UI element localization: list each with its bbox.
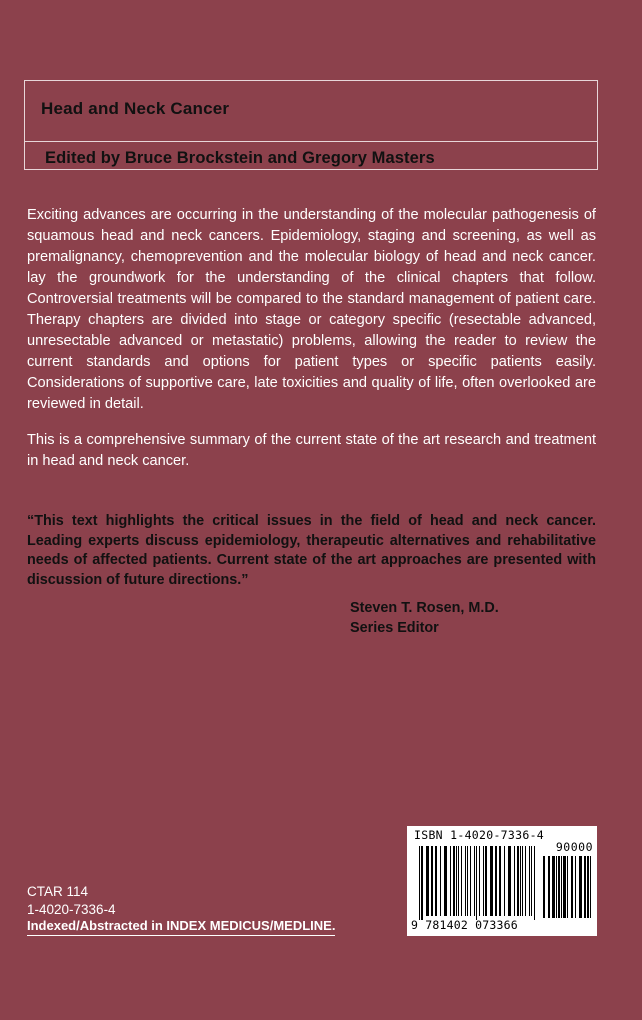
barcode-bar — [563, 856, 566, 918]
barcode-bar — [575, 856, 576, 918]
barcode-bar — [465, 846, 466, 916]
endorsement-quote: “This text highlights the critical issues in the field of head and neck cancer. Leading experts discuss epidemiology, therapeutic alternatives and rehabilitative needs of affected patients. Current state of the art approaches are presented with discussion of future directions.” — [27, 513, 596, 588]
indexed-notice: Indexed/Abstracted in INDEX MEDICUS/MEDLINE. — [27, 918, 335, 936]
barcode-bar — [561, 856, 562, 918]
barcode-bar — [504, 846, 505, 916]
barcode-bar — [529, 846, 530, 916]
barcode-isbn-label: ISBN 1-4020-7336-4 — [414, 828, 545, 842]
barcode-bar — [476, 846, 477, 920]
barcode-bar — [508, 846, 511, 916]
barcode-bar — [450, 846, 451, 916]
barcode-bar — [453, 846, 455, 916]
isbn-barcode — [407, 826, 597, 936]
barcode-bar — [552, 856, 555, 918]
barcode-bar — [522, 846, 523, 916]
barcode-bar — [435, 846, 437, 916]
description-paragraph-2: This is a comprehensive summary of the current state of the art research and treatment in head and neck cancer. — [27, 432, 596, 469]
barcode-bar — [467, 846, 468, 916]
barcode-bar — [514, 846, 515, 916]
barcode-bar — [584, 856, 586, 918]
description — [27, 205, 596, 487]
barcode-bar — [571, 856, 573, 918]
barcode-bar — [458, 846, 459, 916]
endorsement-role: Series Editor — [350, 620, 439, 636]
barcode-bar — [483, 846, 484, 916]
book-title: Head and Neck Cancer — [41, 99, 230, 118]
barcode-bar — [567, 856, 568, 918]
barcode-bar — [474, 846, 475, 916]
barcode-price-code: 90000 — [555, 840, 593, 854]
barcode-bar — [490, 846, 493, 916]
barcode-bar — [421, 846, 423, 920]
barcode-bar — [485, 846, 487, 916]
barcode-bar — [461, 846, 462, 916]
barcode-bar — [587, 856, 589, 918]
title-divider — [25, 141, 597, 142]
barcode-bar — [543, 856, 545, 918]
barcode-bar — [548, 856, 550, 918]
endorsement-attribution — [350, 598, 499, 638]
editors-line: Edited by Bruce Brockstein and Gregory Masters — [45, 149, 435, 167]
barcode-bar — [558, 856, 560, 918]
barcode-bar — [419, 846, 420, 920]
barcode-bar — [431, 846, 433, 916]
barcode-bar — [426, 846, 429, 916]
barcode-bar — [470, 846, 471, 916]
barcode-bar — [517, 846, 519, 916]
barcode-bar — [520, 846, 521, 916]
isbn-text: 1-4020-7336-4 — [27, 902, 116, 917]
endorsement-author: Steven T. Rosen, M.D. — [350, 600, 499, 616]
series-code: CTAR 114 — [27, 884, 89, 899]
barcode-bar — [479, 846, 480, 916]
barcode-bar — [525, 846, 526, 916]
barcode-bar — [499, 846, 501, 916]
barcode-bar — [534, 846, 535, 920]
barcode-bar — [590, 856, 591, 918]
barcode-bar — [440, 846, 441, 916]
barcode-bar — [531, 846, 532, 916]
barcode-bar — [579, 856, 582, 918]
barcode-bar — [456, 846, 457, 916]
barcode-bar — [556, 856, 557, 918]
title-box — [24, 80, 598, 170]
barcode-ean-number: 9 781402 073366 — [411, 918, 518, 932]
barcode-bar — [495, 846, 497, 916]
description-paragraph-1: Exciting advances are occurring in the understanding of the molecular pathogenesis of squamous head and neck cancers. Epidemiology, staging and screening, as well as premalignancy, chemoprevention and the molecular biology of head and neck cancer. lay the groundwork for the understanding of the clinical chapters that follow. Controversial treatments will be compared to the standard management of patient care. Therapy chapters are divided into stage or category specific (resectable advanced, unresectable advanced or metastatic) problems, allowing the reader to review the current standards and options for patient types or specific patients easily. Considerations of supportive care, late toxicities and quality of life, often overlooked are reviewed in detail. — [27, 207, 596, 412]
barcode-bar — [444, 846, 447, 916]
